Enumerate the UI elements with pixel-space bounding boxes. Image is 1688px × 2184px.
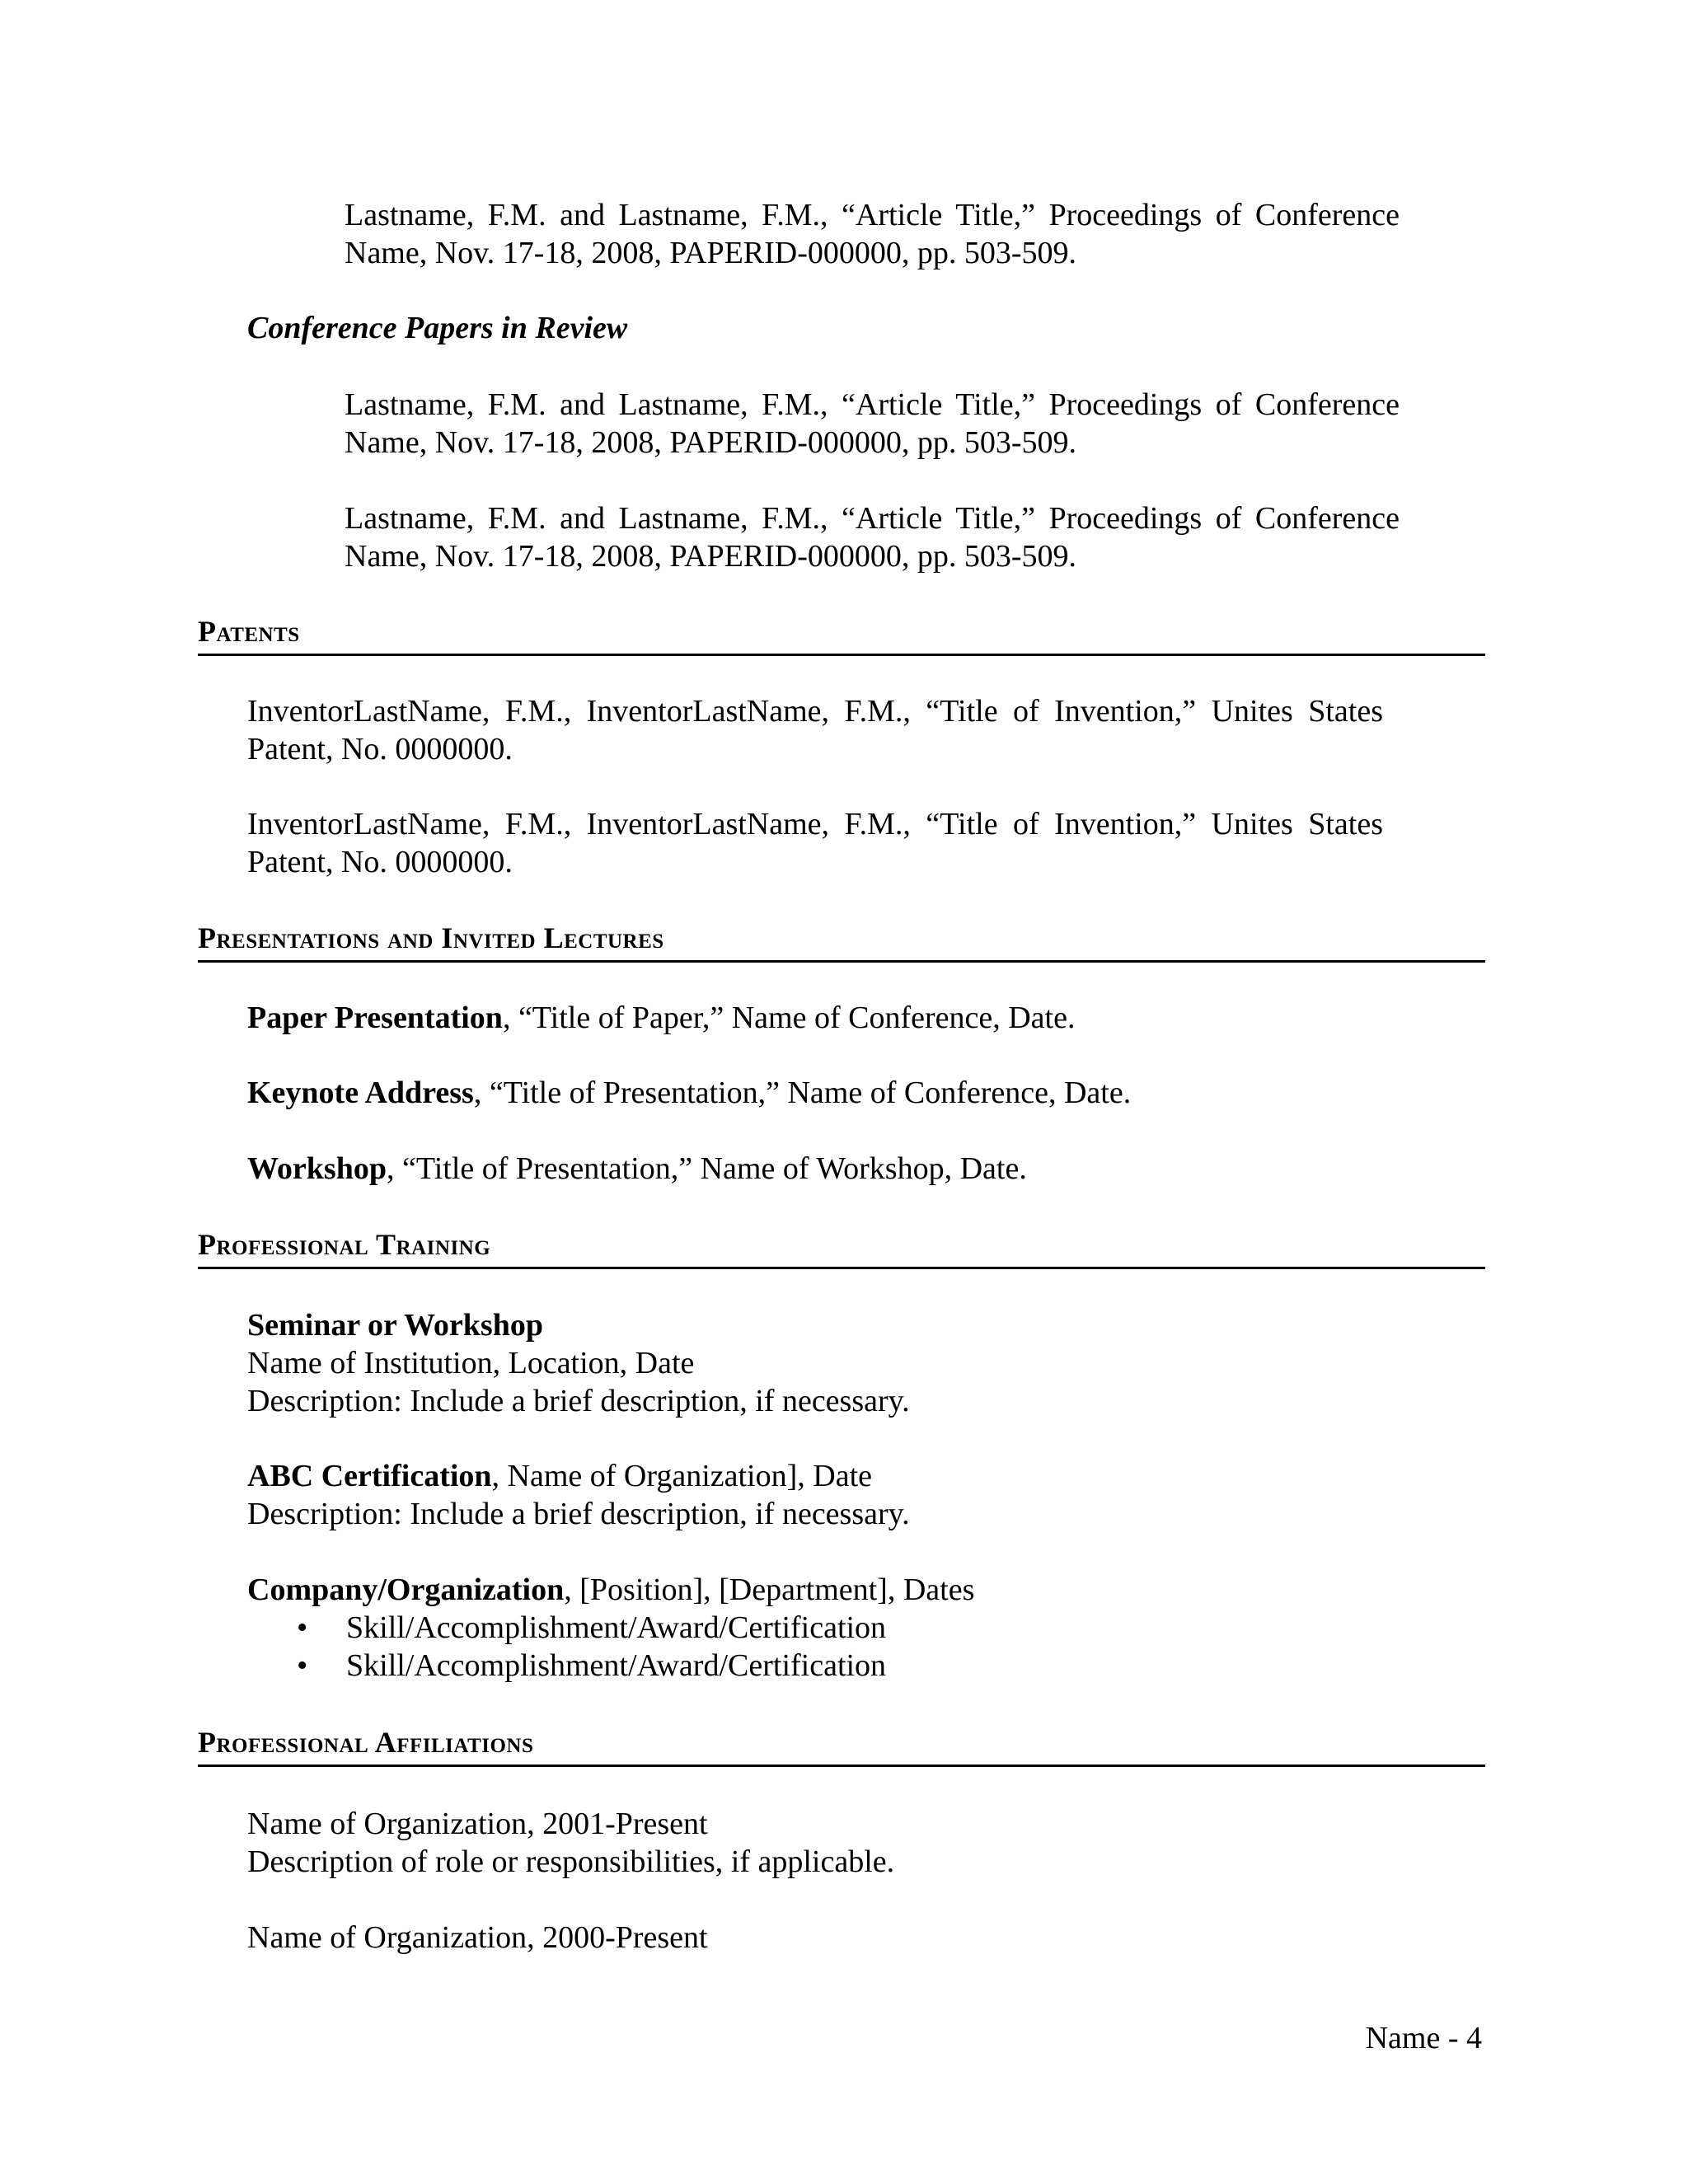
affiliation-org-2: Name of Organization, 2000-Present — [247, 1920, 708, 1955]
seminar-title: Seminar or Workshop — [247, 1308, 543, 1343]
seminar-institution: Name of Institution, Location, Date — [247, 1346, 695, 1380]
review-entry-1 — [345, 386, 1400, 462]
section-heading-affiliations: Professional Affiliations — [198, 1723, 1485, 1767]
bullet-text: Skill/Accomplishment/Award/Certification — [346, 1648, 887, 1683]
certification-item — [247, 1457, 872, 1495]
presentation-detail: , “Title of Presentation,” Name of Conference, Date. — [473, 1076, 1132, 1110]
bullet-icon: • — [297, 1648, 308, 1683]
certification-detail: , Name of Organization], Date — [491, 1459, 873, 1493]
company-label: Company/Organization — [247, 1572, 565, 1607]
company-detail: , [Position], [Department], Dates — [564, 1572, 975, 1607]
ref-line-2: Name, Nov. 17-18, 2008, PAPERID-000000, pp. 503-509. — [345, 425, 1077, 460]
ref-line-2: Name, Nov. 17-18, 2008, PAPERID-000000, pp. 503-509. — [345, 236, 1077, 270]
ref-line-2: Name, Nov. 17-18, 2008, PAPERID-000000, pp. 503-509. — [345, 539, 1077, 574]
presentation-detail: , “Title of Presentation,” Name of Workshop, Date. — [386, 1151, 1027, 1186]
section-heading-presentations: Presentations and Invited Lectures — [198, 919, 1485, 963]
patent-line-2: Patent, No. 0000000. — [247, 845, 513, 879]
section-heading-patents: Patents — [198, 612, 1485, 656]
review-subheading: Conference Papers in Review — [247, 311, 628, 345]
patent-line-1: InventorLastName, F.M., InventorLastName, F.M., “Title of Invention,” Unites States — [247, 694, 1383, 729]
patent-entry-2 — [247, 805, 1383, 881]
patent-line-1: InventorLastName, F.M., InventorLastName, F.M., “Title of Invention,” Unites States — [247, 807, 1383, 841]
ref-line-1: Lastname, F.M. and Lastname, F.M., “Article Title,” Proceedings of Conference — [345, 501, 1400, 536]
certification-label: ABC Certification — [247, 1459, 492, 1493]
bullet-icon: • — [297, 1610, 308, 1645]
certification-description: Description: Include a brief description, if necessary. — [247, 1497, 910, 1531]
presentation-item — [247, 1150, 1027, 1188]
patent-entry-1 — [247, 692, 1383, 768]
presentation-label: Paper Presentation — [247, 1001, 503, 1035]
bullet-text: Skill/Accomplishment/Award/Certification — [346, 1610, 887, 1645]
affiliation-description: Description of role or responsibilities, if applicable. — [247, 1844, 895, 1879]
page-number: Name - 4 — [1365, 2021, 1482, 2055]
conference-paper-entry — [345, 196, 1400, 272]
review-entry-2 — [345, 499, 1400, 575]
presentation-item — [247, 999, 1075, 1037]
affiliation-org-1: Name of Organization, 2001-Present — [247, 1807, 708, 1841]
patent-line-2: Patent, No. 0000000. — [247, 732, 513, 766]
seminar-description: Description: Include a brief description, if necessary. — [247, 1384, 910, 1418]
presentation-label: Workshop — [247, 1151, 387, 1186]
presentation-detail: , “Title of Paper,” Name of Conference, Date. — [502, 1001, 1076, 1035]
presentation-label: Keynote Address — [247, 1076, 474, 1110]
section-heading-training: Professional Training — [198, 1226, 1485, 1269]
presentation-item — [247, 1074, 1131, 1112]
company-item — [247, 1571, 974, 1609]
ref-line-1: Lastname, F.M. and Lastname, F.M., “Article Title,” Proceedings of Conference — [345, 387, 1400, 422]
ref-line-1: Lastname, F.M. and Lastname, F.M., “Article Title,” Proceedings of Conference — [345, 198, 1400, 232]
